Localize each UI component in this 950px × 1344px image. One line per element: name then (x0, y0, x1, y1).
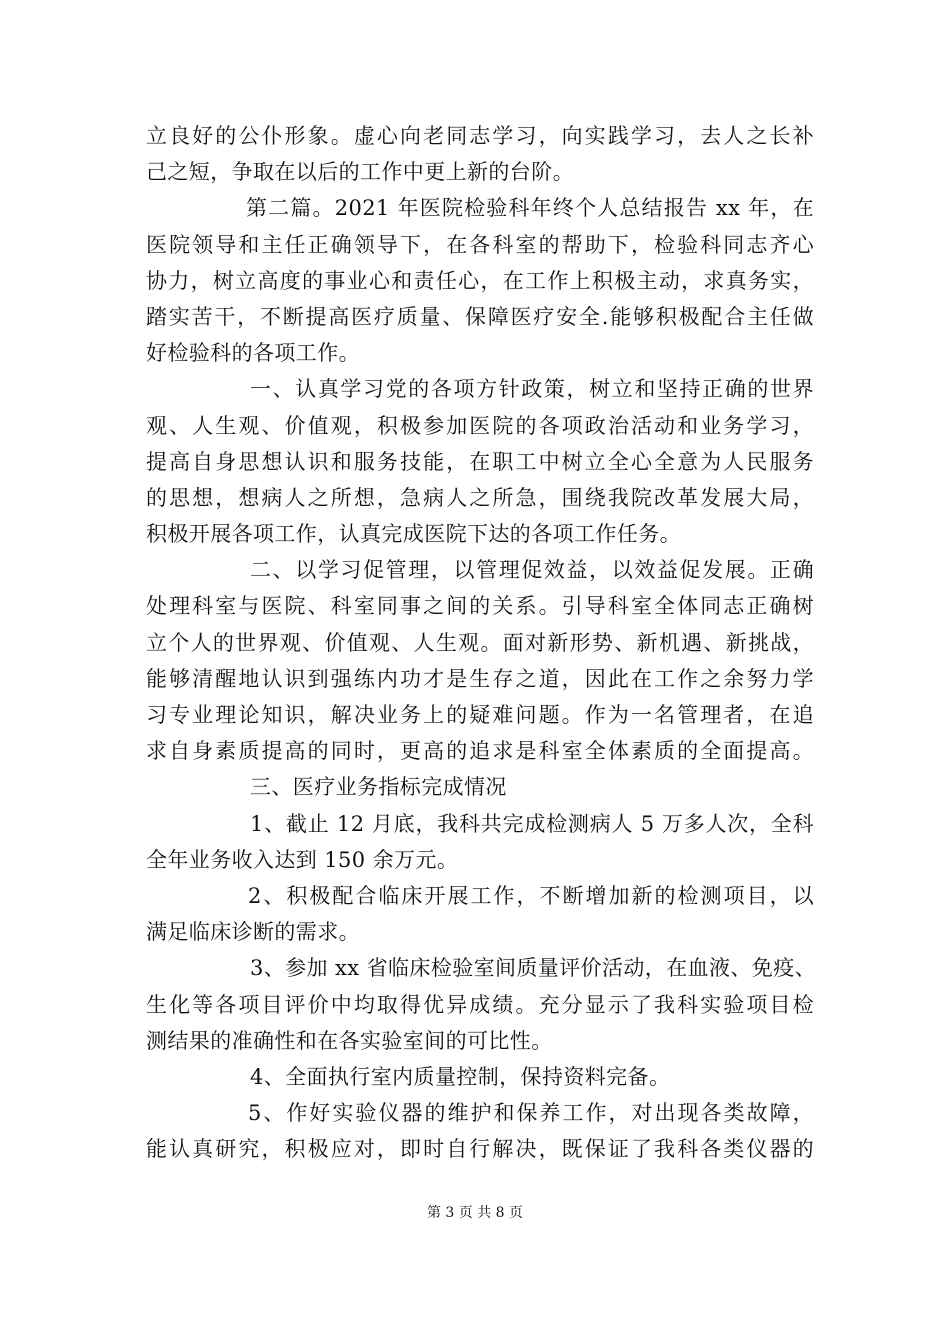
text-line-26: 测结果的准确性和在各实验室间的可比性。 (146, 1028, 553, 1053)
text-line-6: 踏实苦干，不断提高医疗质量、保障医疗安全.能够积极配合主任做 (146, 304, 814, 329)
text-line-8: 一、认真学习党的各项方针政策，树立和坚持正确的世界 (250, 377, 814, 402)
document-body (146, 118, 814, 1167)
text-line-15: 立个人的世界观、价值观、人生观。面对新形势、新机遇、新挑战， (146, 630, 814, 655)
text-line-17: 习专业理论知识，解决业务上的疑难问题。作为一名管理者，在追 (146, 703, 814, 727)
text-line-7: 好检验科的各项工作。 (146, 341, 360, 366)
page-number-footer: 第 3 页 共 8 页 (426, 1205, 524, 1221)
text-line-9: 观、人生观、价值观，积极参加医院的各项政治活动和业务学习， (146, 413, 814, 438)
text-line-1: 立良好的公仆形象。虚心向老同志学习，向实践学习，去人之长补 (146, 124, 814, 148)
text-line-18: 求自身素质提高的同时，更高的追求是科室全体素质的全面提高。 (146, 739, 814, 764)
text-line-12: 积极开展各项工作，认真完成医院下达的各项工作任务。 (146, 522, 681, 547)
text-line-2: 己之短，争取在以后的工作中更上新的台阶。 (146, 160, 574, 185)
text-line-20: 1、截止 12 月底，我科共完成检测病人 5 万多人次，全科 (250, 811, 814, 836)
text-line-19: 三、医疗业务指标完成情况 (250, 775, 507, 800)
text-line-25: 生化等各项目评价中均取得优异成绩。充分显示了我科实验项目检 (146, 992, 814, 1017)
text-line-28: 5、作好实验仪器的维护和保养工作，对出现各类故障， (248, 1101, 814, 1126)
text-line-16: 能够清醒地认识到强练内功才是生存之道，因此在工作之余努力学 (146, 666, 814, 691)
text-line-14: 处理科室与医院、科室同事之间的关系。引导科室全体同志正确树 (146, 594, 814, 619)
text-line-3: 第二篇。2021 年医院检验科年终个人总结报告 xx 年，在 (246, 196, 814, 221)
text-line-23: 满足临床诊断的需求。 (146, 920, 360, 945)
text-line-27: 4、全面执行室内质量控制，保持资料完备。 (250, 1064, 671, 1089)
text-line-13: 二、以学习促管理，以管理促效益，以效益促发展。正确 (250, 558, 814, 583)
text-line-21: 全年业务收入达到 150 余万元。 (146, 847, 459, 872)
text-line-5: 协力，树立高度的事业心和责任心，在工作上积极主动，求真务实， (146, 268, 814, 293)
text-line-11: 的思想，想病人之所想，急病人之所急，围绕我院改革发展大局， (146, 485, 814, 510)
text-line-24: 3、参加 xx 省临床检验室间质量评价活动，在血液、免疫、 (250, 956, 816, 981)
text-line-29: 能认真研究，积极应对，即时自行解决，既保证了我科各类仪器的 (146, 1137, 814, 1162)
text-line-22: 2、积极配合临床开展工作，不断增加新的检测项目，以 (248, 883, 814, 908)
text-line-10: 提高自身思想认识和服务技能，在职工中树立全心全意为人民服务 (146, 449, 814, 474)
text-line-4: 医院领导和主任正确领导下，在各科室的帮助下，检验科同志齐心 (146, 232, 814, 257)
